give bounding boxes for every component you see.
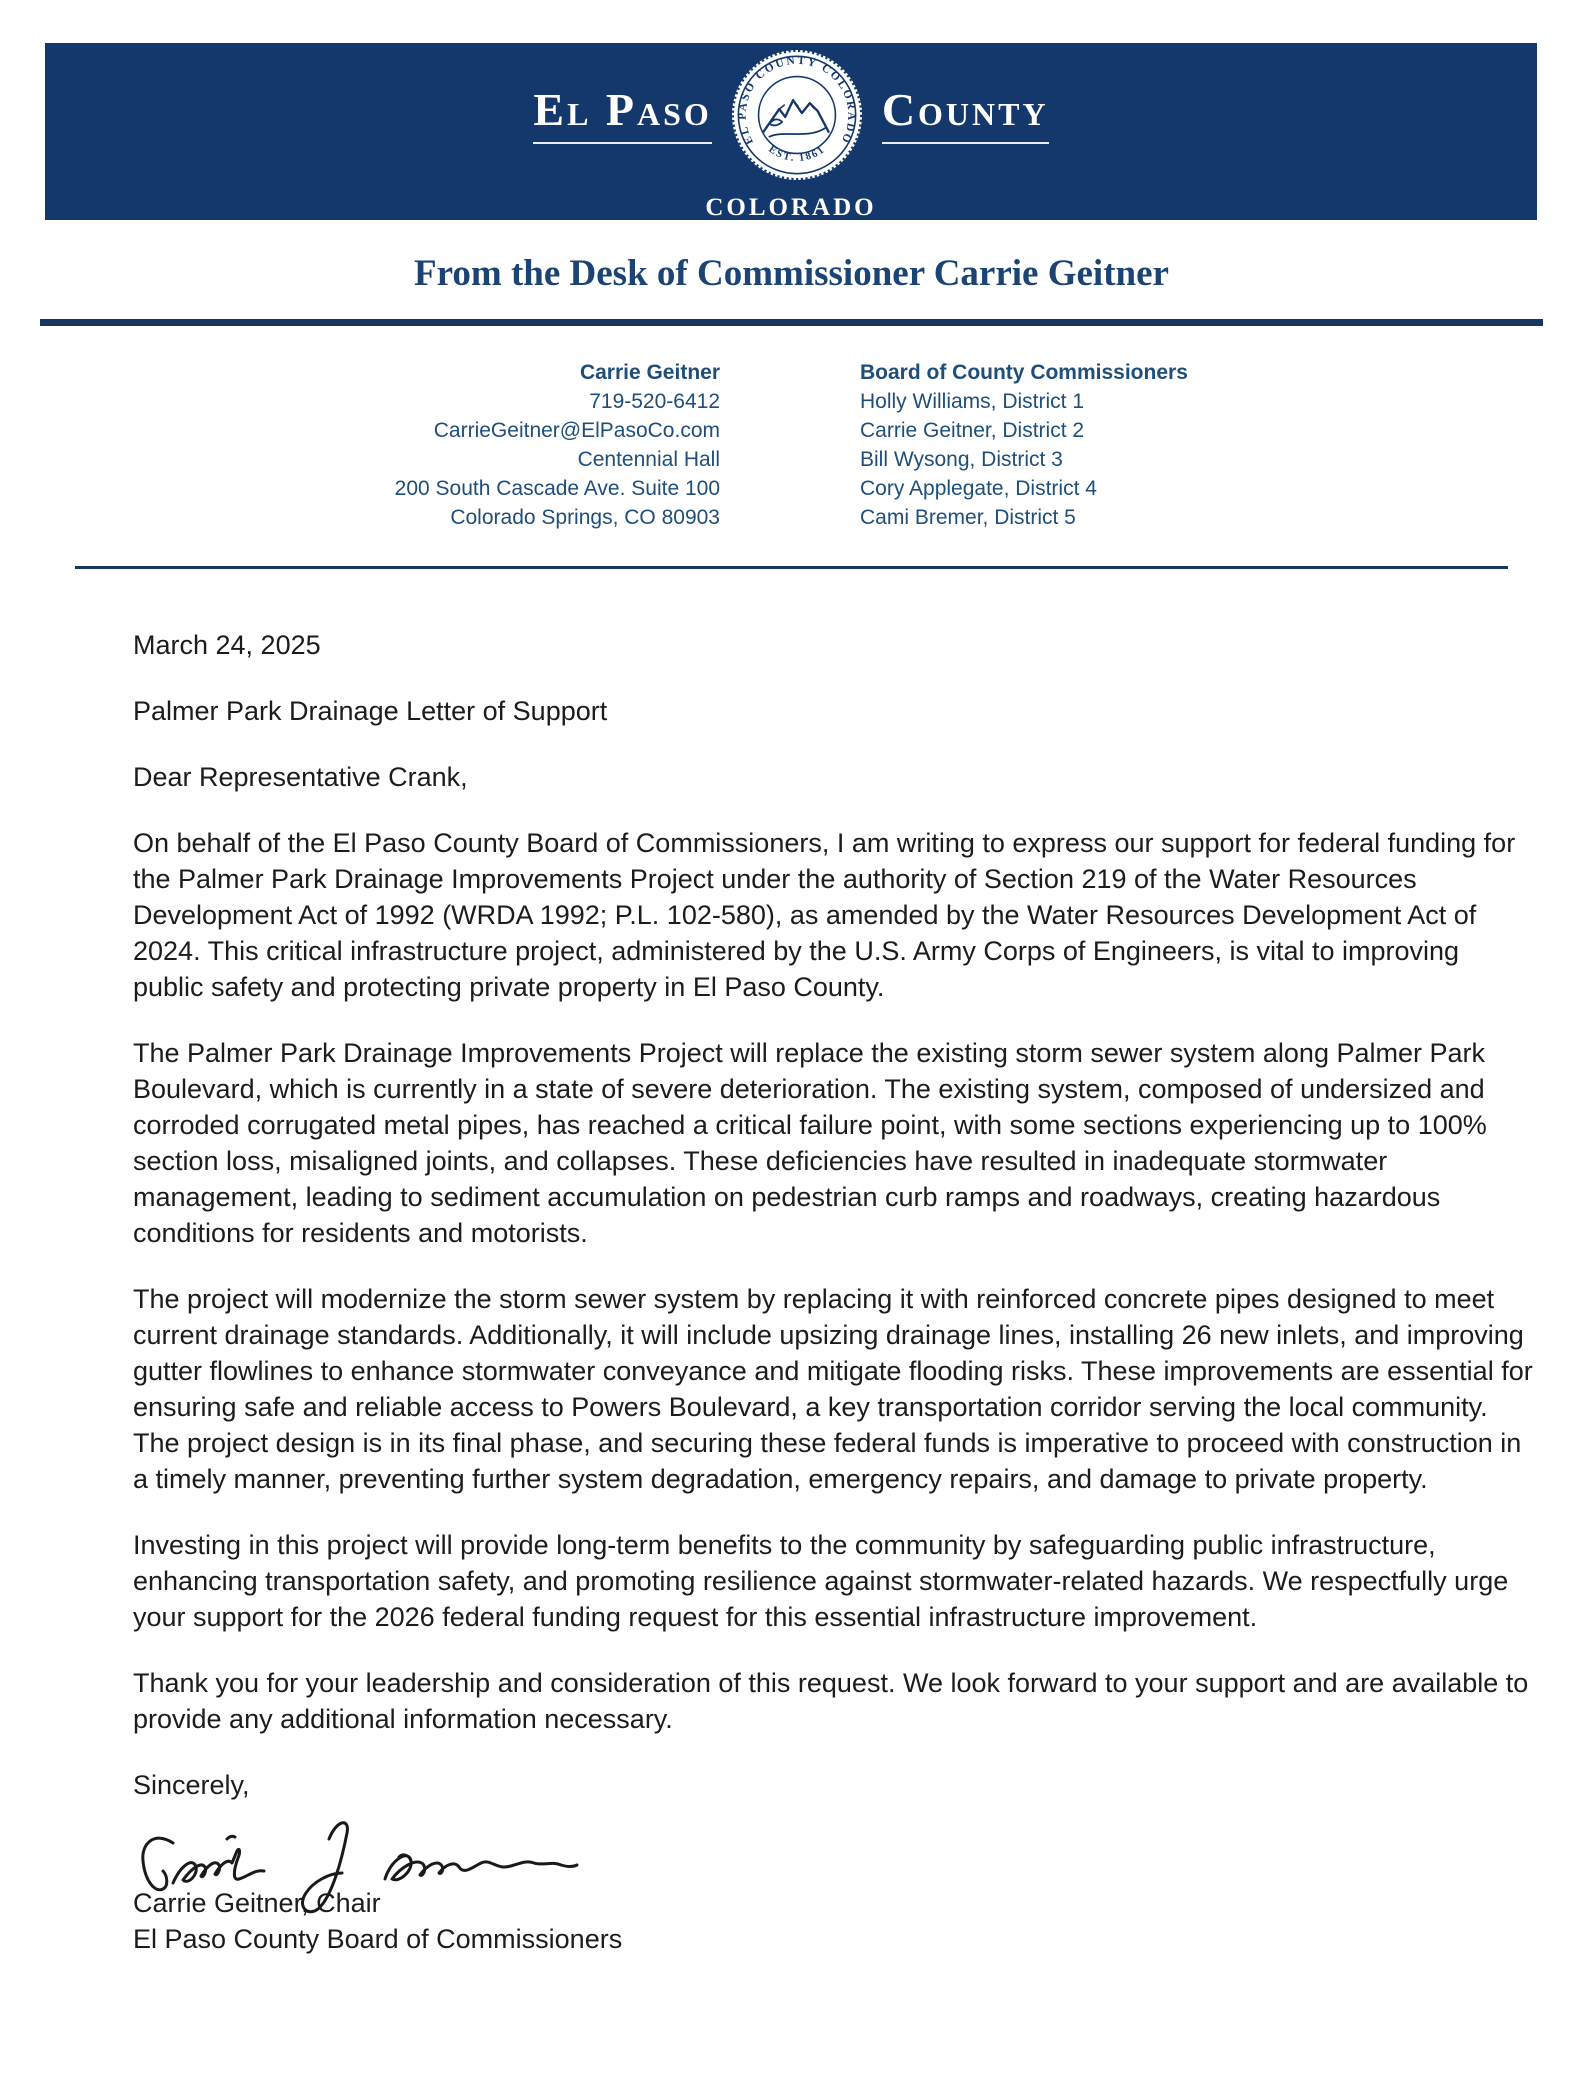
board-member: Bill Wysong, District 3 [860, 448, 1063, 471]
letter-paragraph: Investing in this project will provide long-term benefits to the community by safeguarding public infrastructure, enhancing transportation safety, and promoting resilience against stormwater-related hazards. We respectfully urge your support for the 2026 federal funding request for this essential infrastructure improvement. [133, 1530, 1509, 1632]
county-seal-graphic [728, 46, 866, 184]
board-member: Carrie Geitner, District 2 [860, 419, 1085, 442]
signatory-org: El Paso County Board of Commissioners [133, 1924, 623, 1954]
commissioner-contact [130, 358, 720, 532]
letter-body [133, 627, 1533, 1957]
seal-ring-text: EL PASO COUNTY COLORADO [736, 54, 858, 146]
page-title: From the Desk of Commissioner Carrie Geitner [414, 253, 1169, 294]
letter-paragraph: The Palmer Park Drainage Improvements Project will replace the existing storm sewer system along Palmer Park Boulevard, which is currently in a state of severe deterioration. The existing system, composed of undersized and corroded corrugated metal pipes, has reached a critical failure point, with some sections experiencing up to 100% section loss, misaligned joints, and collapses. These deficiencies have resulted in inadequate stormwater management, leading to sediment accumulation on pedestrian curb ramps and roadways, creating hazardous conditions for residents and motorists. [133, 1038, 1487, 1248]
divider-thin [75, 566, 1508, 569]
board-list [860, 358, 1340, 532]
letter-subject: Palmer Park Drainage Letter of Support [133, 696, 608, 726]
county-header-banner [45, 43, 1537, 220]
commissioner-name: Carrie Geitner [579, 361, 720, 384]
commissioner-building: Centennial Hall [577, 448, 720, 471]
logo-colorado-text: COLORADO [705, 193, 877, 221]
board-heading: Board of County Commissioners [860, 361, 1188, 384]
letter-paragraph: On behalf of the El Paso County Board of Commissioners, I am writing to express our support for federal funding for the Palmer Park Drainage Improvements Project under the authority of Section 219 of the Water Resources Development Act of 1992 (WRDA 1992; P.L. 102-580), as amended by the Water Resources Development Act of 2024. This critical infrastructure project, administered by the U.S. Army Corps of Engineers, is vital to improving public safety and protecting private property in El Paso County. [133, 828, 1516, 1002]
logo-county-text: County [882, 87, 1049, 144]
logo-el-paso-text: El Paso [533, 87, 711, 144]
seal-est-text: EST. 1861 [766, 143, 828, 164]
signatory-name: Carrie Geitner, Chair [133, 1888, 381, 1918]
letter-closing: Sincerely, [133, 1770, 250, 1800]
county-wordmark [533, 48, 1048, 184]
letter-page [0, 43, 1583, 2091]
board-member: Holly Williams, District 1 [860, 390, 1085, 413]
commissioner-email: CarrieGeitner@ElPasoCo.com [433, 419, 720, 442]
board-member: Cami Bremer, District 5 [860, 506, 1076, 529]
letter-paragraph: The project will modernize the storm sewer system by replacing it with reinforced concrete pipes designed to meet current drainage standards. Additionally, it will include upsizing drainage lines, installing 26 new inlets, and improving gutter flowlines to enhance stormwater conveyance and mitigate flooding risks. These improvements are essential for ensuring safe and reliable access to Powers Boulevard, a key transportation corridor serving the local community. The project design is in its final phase, and securing these federal funds is imperative to proceed with construction in a timely manner, preventing further system degradation, emergency repairs, and damage to private property. [133, 1284, 1533, 1494]
board-member: Cory Applegate, District 4 [860, 477, 1097, 500]
letter-date: March 24, 2025 [133, 630, 321, 660]
letter-paragraph: Thank you for your leadership and consideration of this request. We look forward to your support and are available to provide any additional information necessary. [133, 1668, 1529, 1734]
commissioner-phone: 719-520-6412 [589, 390, 720, 413]
contact-section [0, 358, 1583, 532]
commissioner-address: 200 South Cascade Ave. Suite 100 [394, 477, 720, 500]
commissioner-city: Colorado Springs, CO 80903 [450, 506, 720, 529]
county-seal-icon [728, 46, 866, 184]
letter-salutation: Dear Representative Crank, [133, 762, 468, 792]
divider-thick [40, 319, 1543, 326]
